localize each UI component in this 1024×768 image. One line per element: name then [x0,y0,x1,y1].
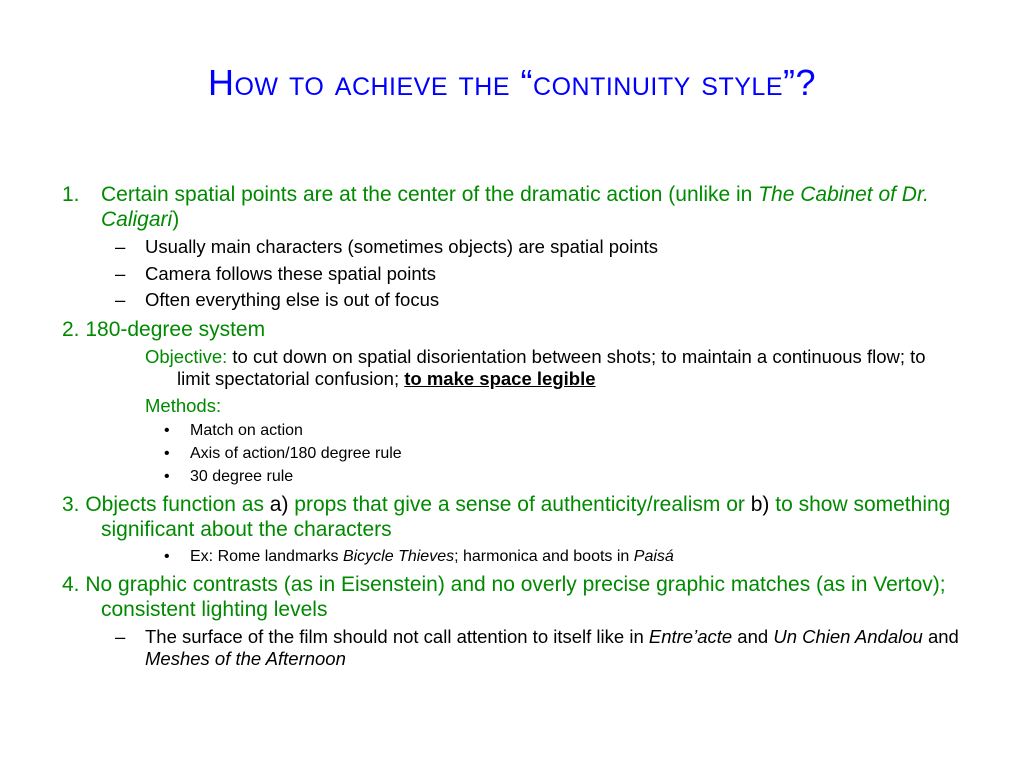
sub-and-2: and [922,626,959,648]
point-4: 4. No graphic contrasts (as in Eisenstein) and no overly precise graphic matches (as in Vertov); consistent lighting levels [62,572,946,621]
bullet-marker: • [164,421,170,439]
point-3-props: props that give a sense of authenticity/realism or [288,493,751,517]
sub-item-text: Camera follows these spatial points [145,262,437,284]
sub-item-text: Often everything else is out of focus [145,288,440,310]
objective-label: Objective: [145,346,228,368]
sub-and-1: and [732,626,774,648]
sub-film-1: Entre’acte [648,626,733,648]
method-text: Match on action [190,421,303,439]
point-1-close: ) [172,208,180,232]
point-1-film: The Cabinet of Dr. Caligari [101,183,930,232]
example-item [62,547,962,566]
dash-marker: – [115,288,126,310]
dash-marker: – [115,626,126,648]
sub-item-text: Usually main characters (sometimes objects) are spatial points [145,236,659,258]
example-mid: ; harmonica and boots in [454,547,634,565]
point-1 [62,182,962,232]
sub-item [62,263,962,285]
point-3 [62,492,962,542]
bullet-marker: • [164,547,170,565]
method-item [62,444,962,463]
sub-item [62,289,962,311]
point-1-number: 1. [62,183,80,206]
sub-prefix: The surface of the film should not call attention to itself like in [145,626,649,648]
sub-item [62,236,962,258]
point-1-text: Certain spatial points are at the center of the dramatic action (unlike in [101,183,753,206]
objective-paragraph [94,346,962,390]
sub-film-2: Un Chien Andalou [773,626,923,648]
point-3-b: b) [750,493,770,517]
objective-text: to cut down on spatial disorientation between shots; to maintain a continuous flow; to limit spectatorial confusion; [177,346,926,390]
slide-body [62,182,962,671]
dash-marker: – [115,236,126,258]
objective-emphasis: to make space legible [404,368,596,390]
point-3-rest: to show something significant about the characters [101,493,951,542]
point-2-heading: 2. 180-degree system [62,317,266,341]
slide-title: How to achieve the “continuity style”? [207,62,817,103]
sub-film-3: Meshes of the Afternoon [145,648,346,670]
point-3-lead: 3. Objects function as [62,493,270,517]
example-prefix: Ex: Rome landmarks [190,547,343,565]
method-item [62,467,962,486]
bullet-marker: • [164,468,170,486]
dash-marker: – [115,262,126,284]
methods-label: Methods: [145,394,222,416]
method-text: 30 degree rule [190,468,294,486]
sub-item [62,626,962,670]
method-item [62,421,962,440]
method-text: Axis of action/180 degree rule [190,444,402,462]
bullet-marker: • [164,444,170,462]
example-film-2: Paisá [633,547,674,565]
example-film-1: Bicycle Thieves [342,547,455,565]
point-3-a: a) [269,493,289,517]
